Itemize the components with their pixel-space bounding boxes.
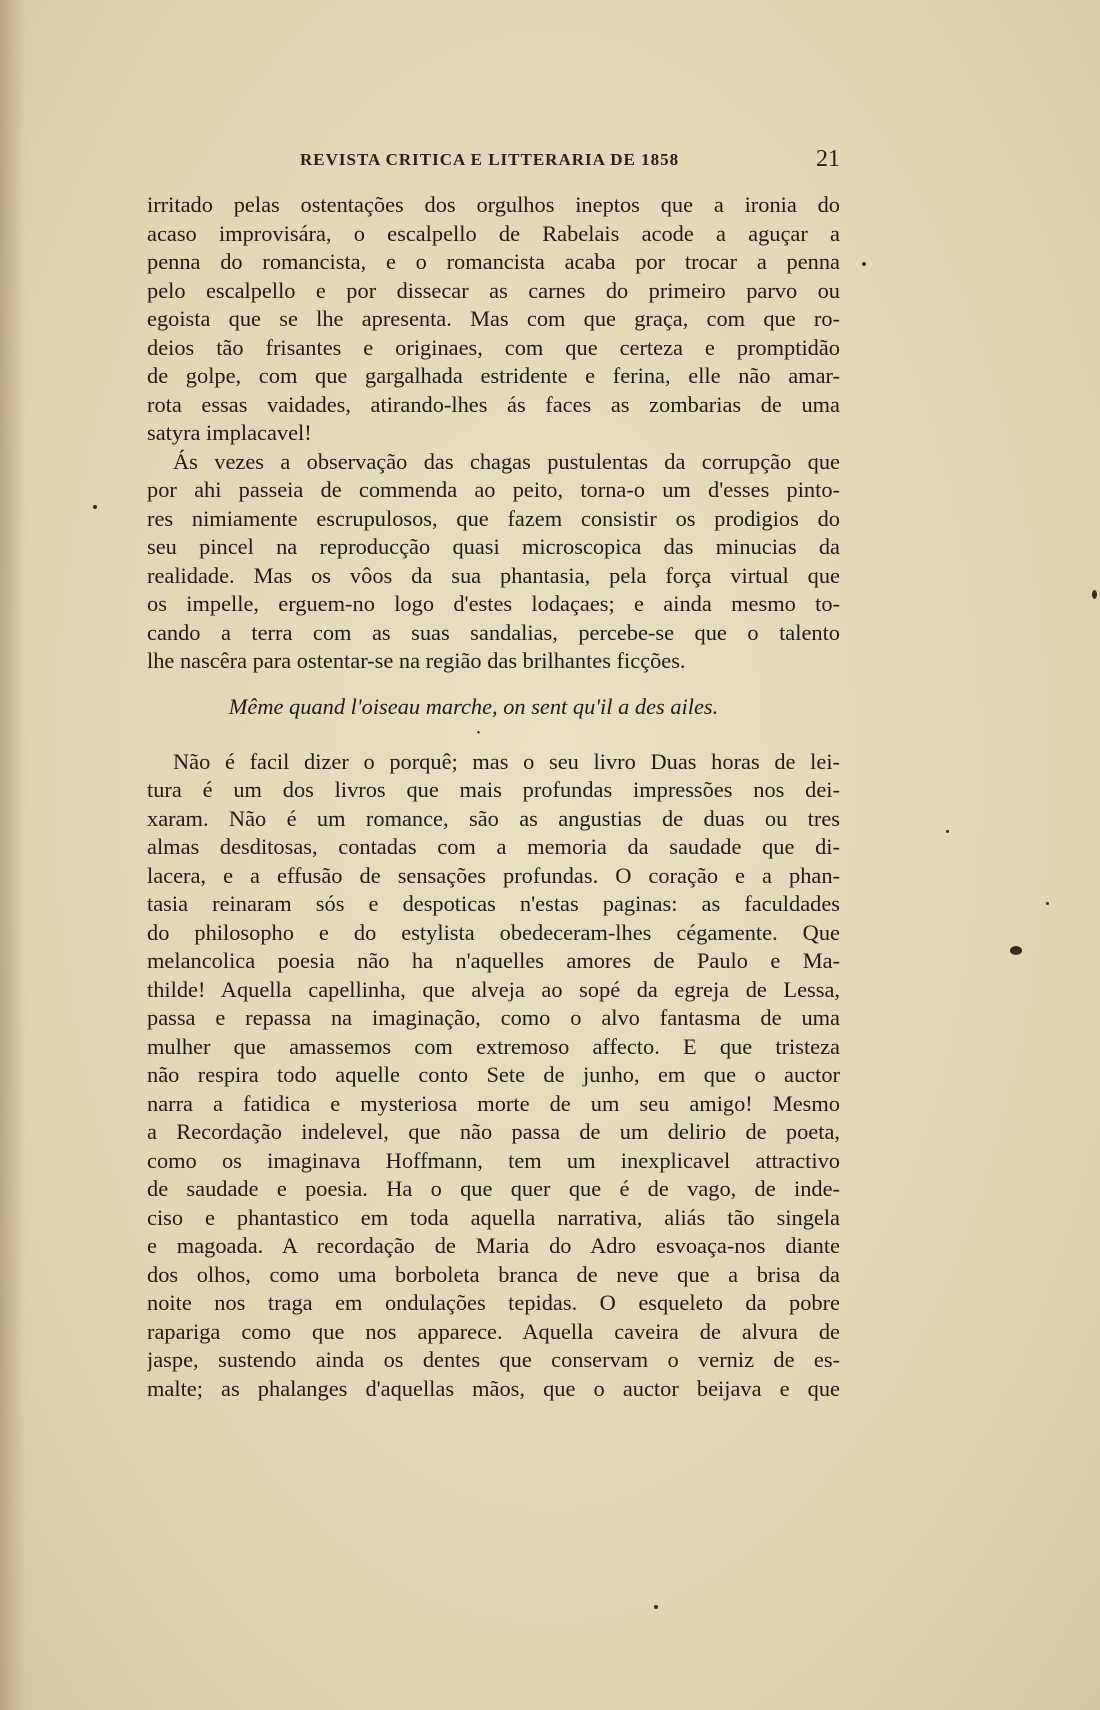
text-line: seu pincel na reproducção quasi microscopica das minucias da bbox=[147, 534, 840, 559]
ink-speck bbox=[946, 830, 949, 833]
page-number: 21 bbox=[816, 146, 840, 172]
running-head bbox=[145, 146, 840, 180]
text-line: almas desditosas, contadas com a memoria da saudade que di- bbox=[147, 834, 840, 859]
running-title: REVISTA CRITICA E LITTERARIA DE 1858 bbox=[300, 150, 680, 169]
text-line: rapariga como que nos apparece. Aquella caveira de alvura de bbox=[147, 1318, 840, 1344]
text-line: tasia reinaram sós e despoticas n'estas paginas: as faculdades bbox=[147, 891, 840, 916]
text-line: como os imaginava Hoffmann, tem um inexplicavel attractivo bbox=[147, 1147, 840, 1173]
text-line: do philosopho e do estylista obedeceram-lhes cégamente. Que bbox=[147, 919, 840, 945]
ink-speck bbox=[1010, 946, 1022, 955]
text-line: lhe nascêra para ostentar-se na região das brilhantes ficções. bbox=[147, 648, 686, 673]
text-line: passa e repassa na imaginação, como o alvo fantasma de uma bbox=[147, 1005, 840, 1030]
text-line: a Recordação indelevel, que não passa de um delirio de poeta, bbox=[147, 1119, 840, 1144]
text-line: pelo escalpello e por dissecar as carnes do primeiro parvo ou bbox=[147, 277, 840, 303]
ink-speck bbox=[1092, 590, 1097, 599]
text-line: de golpe, com que gargalhada estridente e ferina, elle não amar- bbox=[147, 363, 840, 388]
epigraph-quote: Même quand l'oiseau marche, on sent qu'il a des ailes. bbox=[228, 693, 719, 719]
text-line: ciso e phantastico em toda aquella narrativa, aliás tão singela bbox=[147, 1204, 840, 1230]
text-line: Não é facil dizer o porquê; mas o seu livro Duas horas de lei- bbox=[173, 748, 840, 774]
text-line: irritado pelas ostentações dos orgulhos ineptos que a ironia do bbox=[147, 192, 840, 217]
text-line: realidade. Mas os vôos da sua phantasia, pela força virtual que bbox=[147, 562, 840, 588]
body-text bbox=[147, 191, 840, 1403]
text-line: melancolica poesia não ha n'aquelles amores de Paulo e Ma- bbox=[147, 948, 840, 973]
text-line: noite nos traga em ondulações tepidas. O esqueleto da pobre bbox=[147, 1290, 840, 1315]
ink-speck bbox=[862, 262, 866, 266]
text-line: por ahi passeia de commenda ao peito, torna-o um d'esses pinto- bbox=[147, 477, 840, 502]
paragraph-1 bbox=[147, 191, 840, 448]
spacer bbox=[147, 676, 840, 692]
text-line: jaspe, sustendo ainda os dentes que conservam o verniz de es- bbox=[147, 1347, 840, 1372]
paragraph-3 bbox=[147, 748, 840, 1404]
text-line: e magoada. A recordação de Maria do Adro esvoaça-nos diante bbox=[147, 1233, 840, 1258]
text-line: dos olhos, como uma borboleta branca de neve que a brisa da bbox=[147, 1261, 840, 1287]
text-line: não respira todo aquelle conto Sete de junho, em que o auctor bbox=[147, 1062, 840, 1087]
text-line: res nimiamente escrupulosos, que fazem consistir os prodigios do bbox=[147, 505, 840, 531]
text-line: xaram. Não é um romance, são as angustias de duas ou tres bbox=[147, 805, 840, 831]
text-line: mulher que amassemos com extremoso affecto. E que tristeza bbox=[147, 1033, 840, 1059]
ink-speck bbox=[654, 1605, 658, 1609]
text-line: acaso improvisára, o escalpello de Rabelais acode a aguçar a bbox=[147, 220, 840, 246]
text-line: rota essas vaidades, atirando-lhes ás faces as zombarias de uma bbox=[147, 391, 840, 417]
ink-speck bbox=[93, 505, 97, 509]
text-line: deios tão frisantes e originaes, com que certeza e promptidão bbox=[147, 334, 840, 360]
text-line: thilde! Aquella capellinha, que alveja ao sopé da egreja de Lessa, bbox=[147, 976, 840, 1002]
text-line: os impelle, erguem-no logo d'estes lodaçaes; e ainda mesmo to- bbox=[147, 591, 840, 616]
ink-speck bbox=[1046, 902, 1049, 905]
text-line: satyra implacavel! bbox=[147, 420, 312, 445]
ornament-dot: • bbox=[476, 727, 481, 739]
text-line: penna do romancista, e o romancista acaba por trocar a penna bbox=[147, 249, 840, 274]
text-line: malte; as phalanges d'aquellas mãos, que o auctor beijava e que bbox=[147, 1375, 840, 1401]
text-line: tura é um dos livros que mais profundas impressões nos dei- bbox=[147, 777, 840, 802]
text-line: Ás vezes a observação das chagas pustulentas da corrupção que bbox=[173, 448, 840, 474]
text-line: narra a fatidica e mysteriosa morte de um seu amigo! Mesmo bbox=[147, 1090, 840, 1116]
paragraph-2 bbox=[147, 448, 840, 676]
binding-shadow bbox=[0, 0, 26, 1710]
text-line: egoista que se lhe apresenta. Mas com que graça, com que ro- bbox=[147, 306, 840, 331]
text-line: de saudade e poesia. Ha o que quer que é de vago, de inde- bbox=[147, 1176, 840, 1201]
text-line: cando a terra com as suas sandalias, percebe-se que o talento bbox=[147, 619, 840, 645]
text-line: lacera, e a effusão de sensações profundas. O coração e a phan- bbox=[147, 862, 840, 888]
